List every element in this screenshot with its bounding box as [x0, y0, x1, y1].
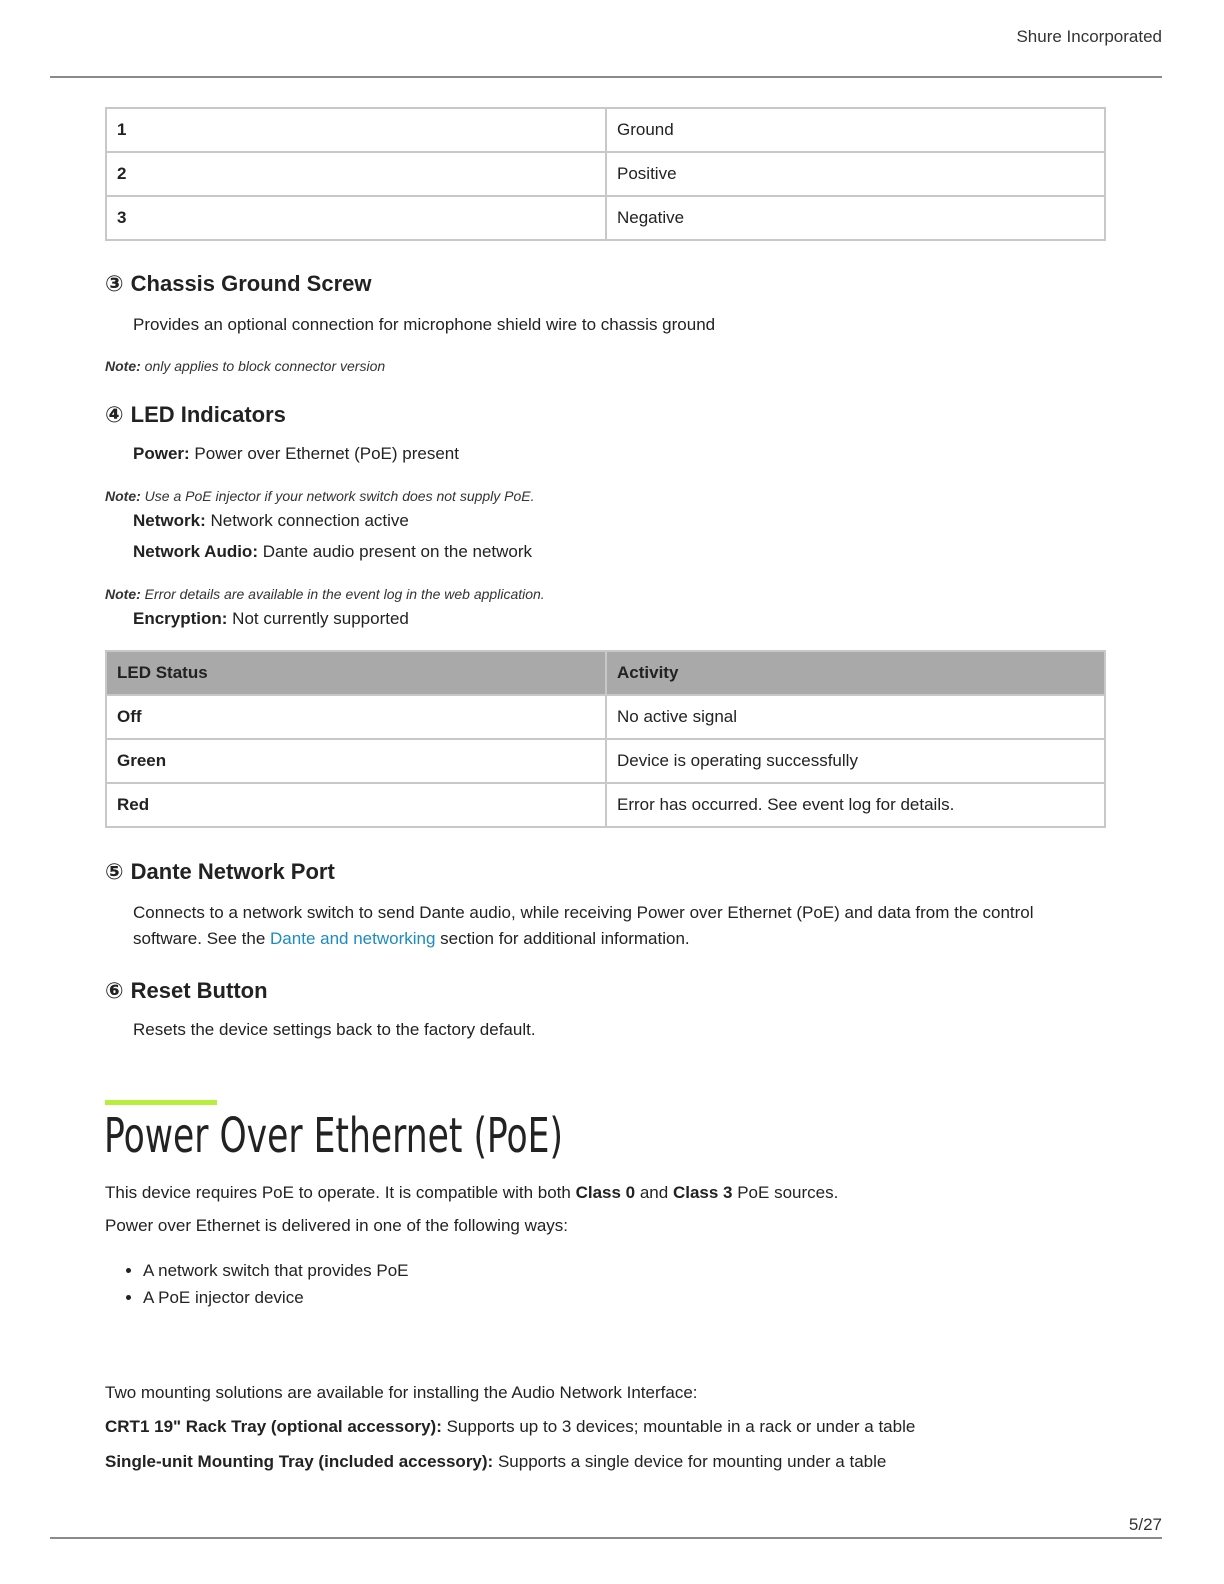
- led-network-audio: [133, 539, 532, 565]
- note-label: Note:: [105, 358, 141, 374]
- header-rule: [50, 76, 1162, 78]
- header-company: Shure Incorporated: [1016, 27, 1162, 46]
- poe-intro: [105, 1183, 838, 1203]
- pin-number: 2: [106, 152, 606, 196]
- chassis-title: Chassis Ground Screw: [130, 271, 372, 296]
- note-text: only applies to block connector version: [140, 358, 386, 374]
- network-text: Network connection active: [205, 511, 409, 530]
- note-label: Note:: [105, 488, 141, 504]
- led-status: Off: [106, 695, 606, 739]
- table-header-row: [106, 651, 1105, 695]
- dante-line-2-post: section for additional information.: [435, 929, 690, 948]
- mount-intro: Two mounting solutions are available for installing the Audio Network Interface:: [105, 1383, 698, 1402]
- power-label: Power:: [133, 444, 190, 463]
- reset-desc: Resets the device settings back to the factory default.: [133, 1020, 536, 1039]
- table-row: [106, 695, 1105, 739]
- led-status: Green: [106, 739, 606, 783]
- note-label: Note:: [105, 586, 141, 602]
- network-audio-text: Dante audio present on the network: [257, 542, 533, 561]
- led-encryption: [133, 606, 409, 632]
- reset-heading: [105, 978, 268, 1004]
- class-3: Class 3: [672, 1183, 733, 1202]
- poe-intro-end: PoE sources.: [732, 1183, 839, 1202]
- note-text: Use a PoE injector if your network switch does not supply PoE.: [140, 488, 535, 504]
- list-item: • A PoE injector device: [143, 1284, 409, 1311]
- mount-crt1: [105, 1417, 915, 1437]
- dante-networking-link[interactable]: Dante and networking: [270, 929, 436, 948]
- crt1-text: Supports up to 3 devices; mountable in a rack or under a table: [441, 1417, 916, 1436]
- circled-4-icon: ④: [105, 402, 124, 427]
- pin-signal: Ground: [606, 108, 1105, 152]
- column-header: LED Status: [106, 651, 606, 695]
- led-network: [133, 508, 409, 534]
- led-note-2: [105, 586, 545, 602]
- chassis-heading: [105, 271, 372, 297]
- network-audio-label: Network Audio:: [133, 542, 258, 561]
- led-heading: [105, 402, 286, 428]
- led-power: [133, 441, 459, 467]
- dante-line-1: Connects to a network switch to send Dante audio, while receiving Power over Ethernet (PoE) and data from the control: [133, 903, 1034, 922]
- poe-intro-text: This device requires PoE to operate. It is compatible with both: [105, 1183, 576, 1202]
- led-activity: Error has occurred. See event log for details.: [606, 783, 1105, 827]
- table-row: [106, 739, 1105, 783]
- section-title: Power Over Ethernet (PoE): [104, 1108, 563, 1164]
- class-0: Class 0: [575, 1183, 636, 1202]
- led-activity: No active signal: [606, 695, 1105, 739]
- table-row: [106, 152, 1105, 196]
- mount-single: [105, 1452, 886, 1472]
- encryption-text: Not currently supported: [227, 609, 409, 628]
- led-activity: Device is operating successfully: [606, 739, 1105, 783]
- section-accent-bar: [105, 1100, 217, 1105]
- list-item: • A network switch that provides PoE: [143, 1257, 409, 1284]
- led-status-table: [105, 650, 1106, 828]
- table-row: [106, 108, 1105, 152]
- dante-desc: [133, 900, 1034, 952]
- chassis-note: [105, 358, 385, 374]
- pin-number: 1: [106, 108, 606, 152]
- encryption-label: Encryption:: [133, 609, 228, 628]
- pin-number: 3: [106, 196, 606, 240]
- pin-signal: Positive: [606, 152, 1105, 196]
- page-number: 5/27: [1128, 1515, 1162, 1534]
- led-status: Red: [106, 783, 606, 827]
- poe-intro-and: and: [635, 1183, 673, 1202]
- circled-3-icon: ③: [105, 271, 124, 296]
- led-title: LED Indicators: [130, 402, 286, 427]
- circled-5-icon: ⑤: [105, 859, 124, 884]
- pin-signal: Negative: [606, 196, 1105, 240]
- table-row: [106, 196, 1105, 240]
- reset-title: Reset Button: [130, 978, 268, 1003]
- pin-table: [105, 107, 1106, 241]
- circled-6-icon: ⑥: [105, 978, 124, 1003]
- crt1-label: CRT1 19" Rack Tray (optional accessory):: [105, 1417, 442, 1436]
- dante-title: Dante Network Port: [130, 859, 335, 884]
- power-text: Power over Ethernet (PoE) present: [189, 444, 459, 463]
- network-label: Network:: [133, 511, 206, 530]
- poe-methods-list: [105, 1257, 409, 1311]
- single-tray-text: Supports a single device for mounting under a table: [493, 1452, 887, 1471]
- dante-heading: [105, 859, 335, 885]
- led-note-1: [105, 488, 535, 504]
- chassis-desc: Provides an optional connection for microphone shield wire to chassis ground: [133, 315, 716, 334]
- dante-line-2-pre: software. See the: [133, 929, 271, 948]
- column-header: Activity: [606, 651, 1105, 695]
- footer-rule: [50, 1537, 1162, 1539]
- table-row: [106, 783, 1105, 827]
- single-tray-label: Single-unit Mounting Tray (included accessory):: [105, 1452, 494, 1471]
- poe-delivery: Power over Ethernet is delivered in one of the following ways:: [105, 1216, 569, 1235]
- note-text: Error details are available in the event log in the web application.: [140, 586, 545, 602]
